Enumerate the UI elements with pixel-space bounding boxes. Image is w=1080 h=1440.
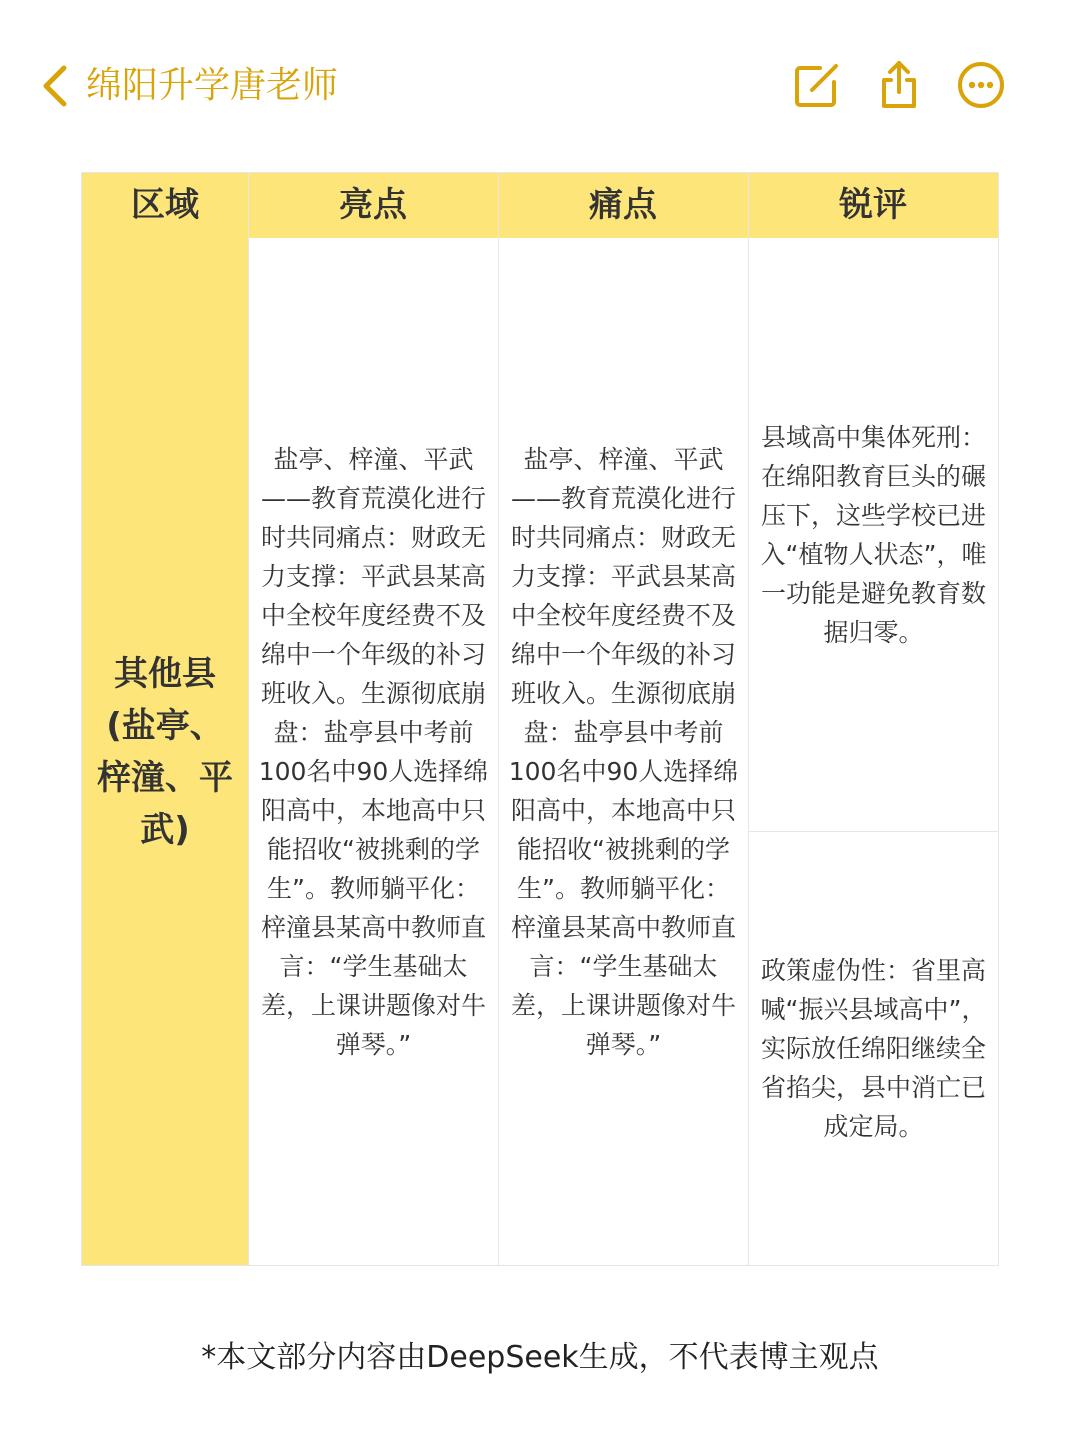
comment-cell (749, 832, 998, 1265)
more-button[interactable] (954, 58, 1008, 112)
edit-button[interactable] (790, 58, 844, 112)
column-header-comment: 锐评 (839, 185, 907, 225)
pain-cell (499, 238, 748, 1265)
top-bar (0, 40, 1080, 130)
edit-icon (790, 58, 844, 112)
column-header-region: 区域 (131, 185, 199, 225)
more-icon (954, 58, 1008, 112)
share-button[interactable] (872, 58, 926, 112)
region-label: 其他县(盐亭、梓潼、平武) (97, 653, 233, 850)
share-icon (872, 58, 926, 112)
back-button[interactable] (36, 62, 76, 110)
account-title[interactable]: 绵阳升学唐老师 (86, 65, 339, 106)
comparison-table (81, 172, 999, 1266)
region-cell (82, 238, 248, 1265)
highlight-text: 盐亭、梓潼、平武——教育荒漠化进行时共同痛点：财政无力支撑：平武县某高中全校年度经费不及绵中一个年级的补习班收入。生源彻底崩盘：盐亭县中考前100名中90人选择绵阳高中，本地高中只能招收“被挑剩的学生”。教师躺平化：梓潼县某高中教师直言：“学生基础太差，上课讲题像对牛弹琴。” (258, 444, 489, 1059)
comment-cell (749, 238, 998, 831)
chevron-left-icon (36, 62, 76, 110)
column-header-highlight: 亮点 (339, 185, 407, 225)
comment-text: 政策虚伪性：省里高喊“振兴县域高中”，实际放任绵阳继续全省掐尖，县中消亡已成定局。 (760, 956, 987, 1141)
pain-text: 盐亭、梓潼、平武——教育荒漠化进行时共同痛点：财政无力支撑：平武县某高中全校年度经费不及绵中一个年级的补习班收入。生源彻底崩盘：盐亭县中考前100名中90人选择绵阳高中，本地高中只能招收“被挑剩的学生”。教师躺平化：梓潼县某高中教师直言：“学生基础太差，上课讲题像对牛弹琴。” (508, 444, 739, 1059)
comment-text: 县域高中集体死刑：在绵阳教育巨头的碾压下，这些学校已进入“植物人状态”，唯一功能是避免教育数据归零。 (760, 422, 987, 647)
highlight-cell (249, 238, 498, 1265)
footnote: *本文部分内容由DeepSeek生成，不代表博主观点 (201, 1340, 879, 1375)
table-header-row (82, 173, 998, 238)
column-header-pain: 痛点 (589, 185, 657, 225)
